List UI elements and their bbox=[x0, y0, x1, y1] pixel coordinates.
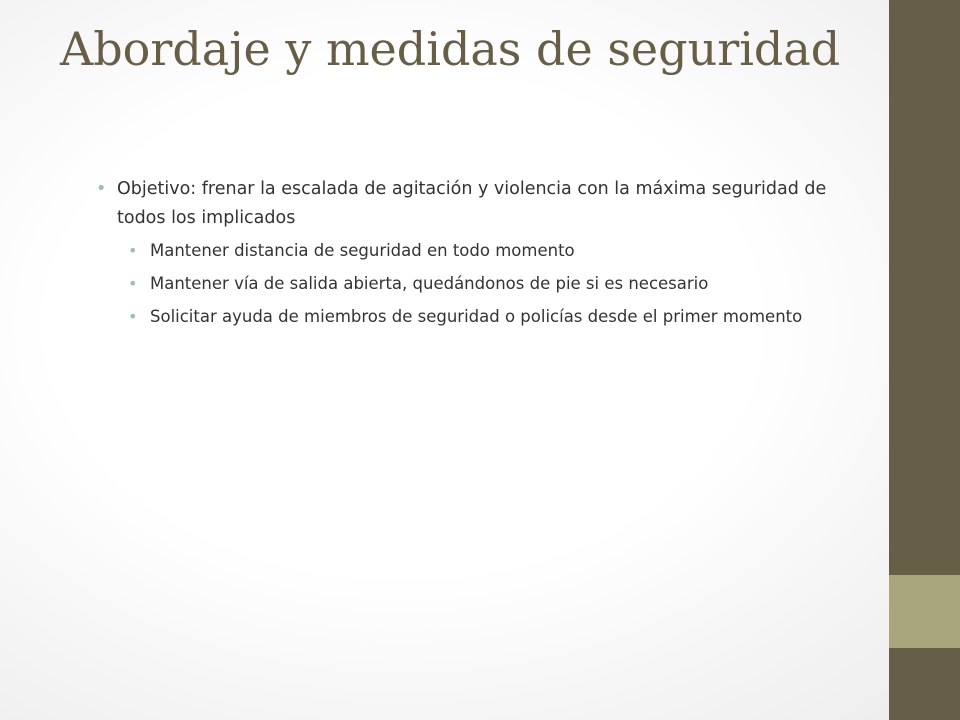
slide-title: Abordaje y medidas de seguridad bbox=[60, 22, 841, 76]
bullet-icon: • bbox=[128, 241, 138, 260]
subbullet-item-distance bbox=[128, 239, 866, 263]
bullet-item-objective bbox=[96, 175, 866, 233]
sidebar-accent-middle bbox=[889, 575, 960, 648]
subbullet-text: Solicitar ayuda de miembros de seguridad o policías desde el primer momento bbox=[150, 307, 803, 326]
sidebar-accent-bottom bbox=[889, 648, 960, 720]
bullet-text: Objetivo: frenar la escalada de agitación y violencia con la máxima seguridad de todos los implicados bbox=[117, 179, 827, 228]
subbullet-text: Mantener distancia de seguridad en todo momento bbox=[150, 241, 575, 260]
subbullet-text: Mantener vía de salida abierta, quedándonos de pie si es necesario bbox=[150, 274, 709, 293]
subbullet-item-help bbox=[128, 305, 866, 329]
sidebar-accent-top bbox=[889, 0, 960, 575]
bullet-icon: • bbox=[128, 307, 138, 326]
slide-body bbox=[96, 175, 866, 338]
bullet-icon: • bbox=[96, 179, 107, 199]
bullet-icon: • bbox=[128, 274, 138, 293]
subbullet-item-exit bbox=[128, 272, 866, 296]
